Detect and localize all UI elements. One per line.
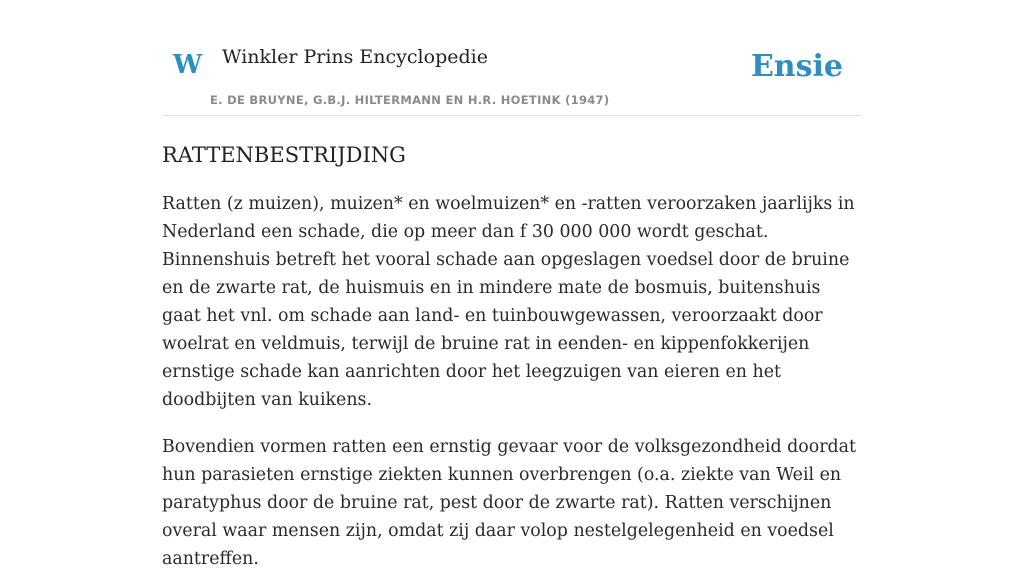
site-header (162, 0, 862, 116)
article-paragraph: Bovendien vormen ratten een ernstig gevaar voor de volksgezondheid doordat hun parasieten ernstige ziekten kunnen overbrengen (o.a. ziekte van Weil en paratyphus door de bruine rat, pest door de zwarte rat). Ratten verschijnen overal waar mensen zijn, omdat zij daar volop nestelgelegenheid en voedsel aantreffen. (162, 437, 857, 569)
article-paragraph: Ratten (z muizen), muizen* en woelmuizen* en -ratten veroorzaken jaarlijks in Nederland een schade, die op meer dan f 30 000 000 wordt geschat. Binnenshuis betreft het vooral schade aan opgeslagen voedsel door de bruine en de zwarte rat, de huismuis en in mindere mate de bosmuis, buitenshuis gaat het vnl. om schade aan land- en tuinbouwgewassen, veroorzaakt door woelrat en veldmuis, terwijl de bruine rat in eenden- en kippenfokkerijen ernstige schade kan aanrichten door het leegzuigen van eieren en het doodbijten van kuikens. (162, 194, 855, 410)
site-title[interactable]: Winkler Prins Encyclopedie (222, 46, 488, 68)
ensie-logo[interactable]: Ensie (750, 49, 843, 84)
wp-logo[interactable]: W (173, 50, 203, 80)
article-headword: RATTENBESTRIJDING (162, 143, 406, 167)
authors-line: E. DE BRUYNE, G.B.J. HILTERMANN EN H.R. HOETINK (1947) (210, 93, 610, 107)
article (162, 140, 862, 573)
